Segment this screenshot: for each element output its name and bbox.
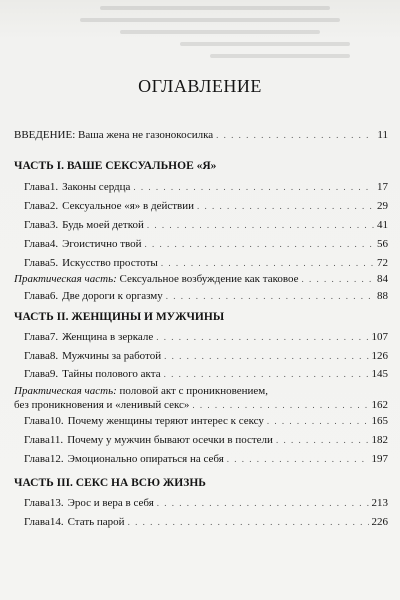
toc-entry-chapter-8[interactable] <box>14 349 388 363</box>
part-1-heading: ЧАСТЬ I. ВАШЕ СЕКСУАЛЬНОЕ «Я» <box>14 160 217 172</box>
leader-dots <box>276 433 369 447</box>
chapter-prefix: Глава <box>24 331 50 343</box>
leader-dots <box>164 349 368 363</box>
toc-entry-chapter-13[interactable] <box>14 496 388 510</box>
toc-entry-chapter-5[interactable] <box>14 256 388 270</box>
chapter-title: Женщина в зеркале <box>62 331 154 343</box>
chapter-number: 13. <box>49 497 64 509</box>
chapter-number: 1. <box>49 181 59 193</box>
chapter-page: 226 <box>371 516 388 528</box>
toc-entry-practical-2-line1[interactable] <box>14 384 388 398</box>
chapter-prefix: Глава <box>24 257 50 269</box>
chapter-prefix: Глава <box>24 434 50 446</box>
practical-title-line1: половой акт с проникновением, <box>119 385 269 397</box>
practical-page: 162 <box>371 399 388 411</box>
leader-dots <box>145 237 374 251</box>
part-3-heading: ЧАСТЬ III. СЕКС НА ВСЮ ЖИЗНЬ <box>14 477 206 489</box>
chapter-prefix: Глава <box>24 516 50 528</box>
practical-page: 84 <box>377 273 388 285</box>
leader-dots <box>128 515 369 529</box>
chapter-title: Почему женщины теряют интерес к сексу <box>67 415 264 427</box>
chapter-title: Мужчины за работой <box>62 350 162 362</box>
chapter-prefix: Глава <box>24 181 50 193</box>
chapter-page: 72 <box>377 257 388 269</box>
chapter-title: Законы сердца <box>62 181 131 193</box>
practical-title-line2: без проникновения и «ленивый секс» <box>14 399 190 411</box>
chapter-prefix: Глава <box>24 290 50 302</box>
chapter-title: Эрос и вера в себя <box>67 497 154 509</box>
toc-entry-chapter-7[interactable] <box>14 330 388 344</box>
chapter-title: Эгоистично твой <box>62 238 142 250</box>
chapter-prefix: Глава <box>24 238 50 250</box>
toc-entry-chapter-6[interactable] <box>14 289 388 303</box>
chapter-page: 197 <box>371 453 388 465</box>
chapter-prefix: Глава <box>24 415 50 427</box>
chapter-prefix: Глава <box>24 350 50 362</box>
leader-dots <box>156 330 368 344</box>
chapter-title: Эмоционально опираться на себя <box>67 453 224 465</box>
chapter-number: 3. <box>49 219 59 231</box>
toc-entry-chapter-3[interactable] <box>14 218 388 232</box>
toc-entry-chapter-14[interactable] <box>14 515 388 529</box>
chapter-page: 29 <box>377 200 388 212</box>
leader-dots <box>216 128 374 142</box>
chapter-prefix: Глава <box>24 368 50 380</box>
chapter-number: 4. <box>49 238 59 250</box>
leader-dots <box>161 256 374 270</box>
chapter-title: Стать парой <box>67 516 125 528</box>
intro-title: Ваша жена не газонокосилка <box>78 129 214 141</box>
chapter-title: Будь моей деткой <box>62 219 144 231</box>
chapter-page: 56 <box>377 238 388 250</box>
show-through-text <box>60 0 360 70</box>
toc-entry-chapter-10[interactable] <box>14 414 388 428</box>
leader-dots <box>147 218 374 232</box>
page-title: ОГЛАВЛЕНИЕ <box>138 76 262 96</box>
toc-entry-chapter-1[interactable] <box>14 180 388 194</box>
chapter-title: Почему у мужчин бывают осечки в постели <box>67 434 273 446</box>
leader-dots <box>192 398 368 412</box>
chapter-title: Сексуальное «я» в действии <box>62 200 195 212</box>
chapter-prefix: Глава <box>24 453 50 465</box>
page-bottom-margin <box>0 560 400 600</box>
intro-label: ВВЕДЕНИЕ: <box>14 129 76 141</box>
chapter-number: 7. <box>49 331 59 343</box>
chapter-page: 165 <box>371 415 388 427</box>
leader-dots <box>267 414 369 428</box>
chapter-page: 213 <box>371 497 388 509</box>
leader-dots <box>302 272 374 286</box>
chapter-page: 88 <box>377 290 388 302</box>
chapter-title: Тайны полового акта <box>62 368 161 380</box>
chapter-title: Искусство простоты <box>62 257 158 269</box>
toc-entry-chapter-4[interactable] <box>14 237 388 251</box>
chapter-prefix: Глава <box>24 200 50 212</box>
chapter-page: 107 <box>371 331 388 343</box>
chapter-prefix: Глава <box>24 219 50 231</box>
chapter-number: 12. <box>49 453 64 465</box>
chapter-page: 145 <box>371 368 388 380</box>
chapter-page: 17 <box>377 181 388 193</box>
toc-entry-chapter-9[interactable] <box>14 367 388 381</box>
practical-label: Практическая часть: <box>14 273 117 285</box>
toc-entry-chapter-11[interactable] <box>14 433 388 447</box>
leader-dots <box>157 496 369 510</box>
chapter-page: 126 <box>371 350 388 362</box>
chapter-number: 8. <box>49 350 59 362</box>
toc-entry-practical-2-line2[interactable] <box>14 398 388 412</box>
chapter-number: 5. <box>49 257 59 269</box>
chapter-number: 14. <box>49 516 64 528</box>
chapter-page: 182 <box>371 434 388 446</box>
practical-label: Практическая часть: <box>14 385 117 397</box>
chapter-prefix: Глава <box>24 497 50 509</box>
toc-entry-practical-1[interactable] <box>14 272 388 286</box>
chapter-page: 41 <box>377 219 388 231</box>
chapter-number: 2. <box>49 200 59 212</box>
intro-page: 11 <box>377 129 388 141</box>
leader-dots <box>227 452 369 466</box>
toc-entry-chapter-2[interactable] <box>14 199 388 213</box>
chapter-number: 9. <box>49 368 59 380</box>
toc-entry-intro[interactable] <box>14 128 388 142</box>
leader-dots <box>164 367 369 381</box>
chapter-number: 11. <box>49 434 64 446</box>
leader-dots <box>133 180 374 194</box>
toc-entry-chapter-12[interactable] <box>14 452 388 466</box>
part-2-heading: ЧАСТЬ II. ЖЕНЩИНЫ И МУЖЧИНЫ <box>14 311 225 323</box>
chapter-number: 10. <box>49 415 64 427</box>
leader-dots <box>197 199 374 213</box>
leader-dots <box>166 289 374 303</box>
practical-title: Сексуальное возбуждение как таковое <box>119 273 299 285</box>
chapter-number: 6. <box>49 290 59 302</box>
chapter-title: Две дороги к оргазму <box>62 290 163 302</box>
